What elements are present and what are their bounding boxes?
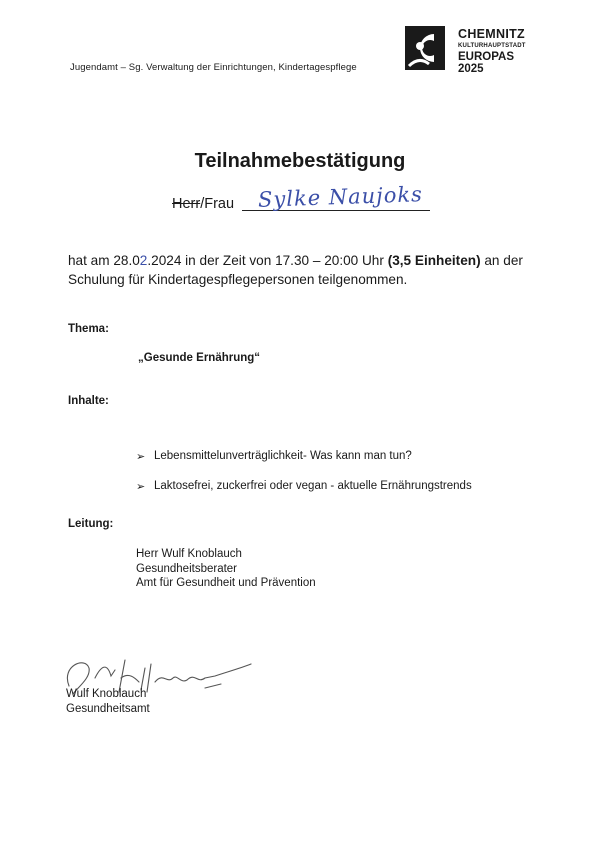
arrow-bullet-icon: ➢ [136,450,146,463]
sentence-part3: an der Schulung für Kindertagespflegepersonen teilgenommen. [68,253,523,287]
thema-value: „Gesunde Ernährung“ [138,352,261,364]
sentence-part2: .2024 in der Zeit von 17.30 – 20:00 Uhr [147,253,388,268]
logo-city: CHEMNITZ [458,27,525,41]
salutation-herr-struck: Herr [172,196,201,212]
list-item [136,448,472,464]
salutation-frau: /Frau [200,196,235,212]
logo-year: EUROPAS 2025 [458,51,515,76]
logo-subtitle: KULTURHAUPTSTADT [458,43,526,50]
participant-name-handwritten: Sylke Naujoks [257,182,424,212]
leitung-role: Gesundheitsberater [136,562,238,575]
document-title: Teilnahmebestätigung [194,150,406,172]
signer-office: Gesundheitsamt [66,703,150,715]
list-item [136,478,472,494]
date-correction: 2 [139,253,148,268]
units-bold: (3,5 Einheiten) [387,253,481,268]
signer-name: Wulf Knoblauch [66,688,147,700]
list-item-text: Lebensmittelunverträglichkeit- Was kann man tun? [154,450,412,462]
salutation [172,196,234,212]
department-header: Jugendamt – Sg. Verwaltung der Einrichtungen, Kindertagespflege [70,62,357,73]
leitung-label: Leitung: [68,518,114,530]
inhalte-list [136,448,472,508]
list-item-text: Laktosefrei, zuckerfrei oder vegan - aktuelle Ernährungstrends [154,480,472,492]
leitung-office: Amt für Gesundheit und Prävention [136,577,316,589]
thema-label: Thema: [68,323,109,335]
sentence-part1: hat am 28.0 [68,253,140,268]
signer-block [66,687,150,717]
logo-text [458,28,535,76]
leitung-block [136,547,316,591]
chemnitz-logo [405,26,535,74]
inhalte-label: Inhalte: [68,395,109,407]
arrow-bullet-icon: ➢ [136,480,146,493]
confirmation-sentence [68,251,538,289]
leitung-name: Herr Wulf Knoblauch [136,548,242,560]
chemnitz-logo-icon [405,26,445,70]
